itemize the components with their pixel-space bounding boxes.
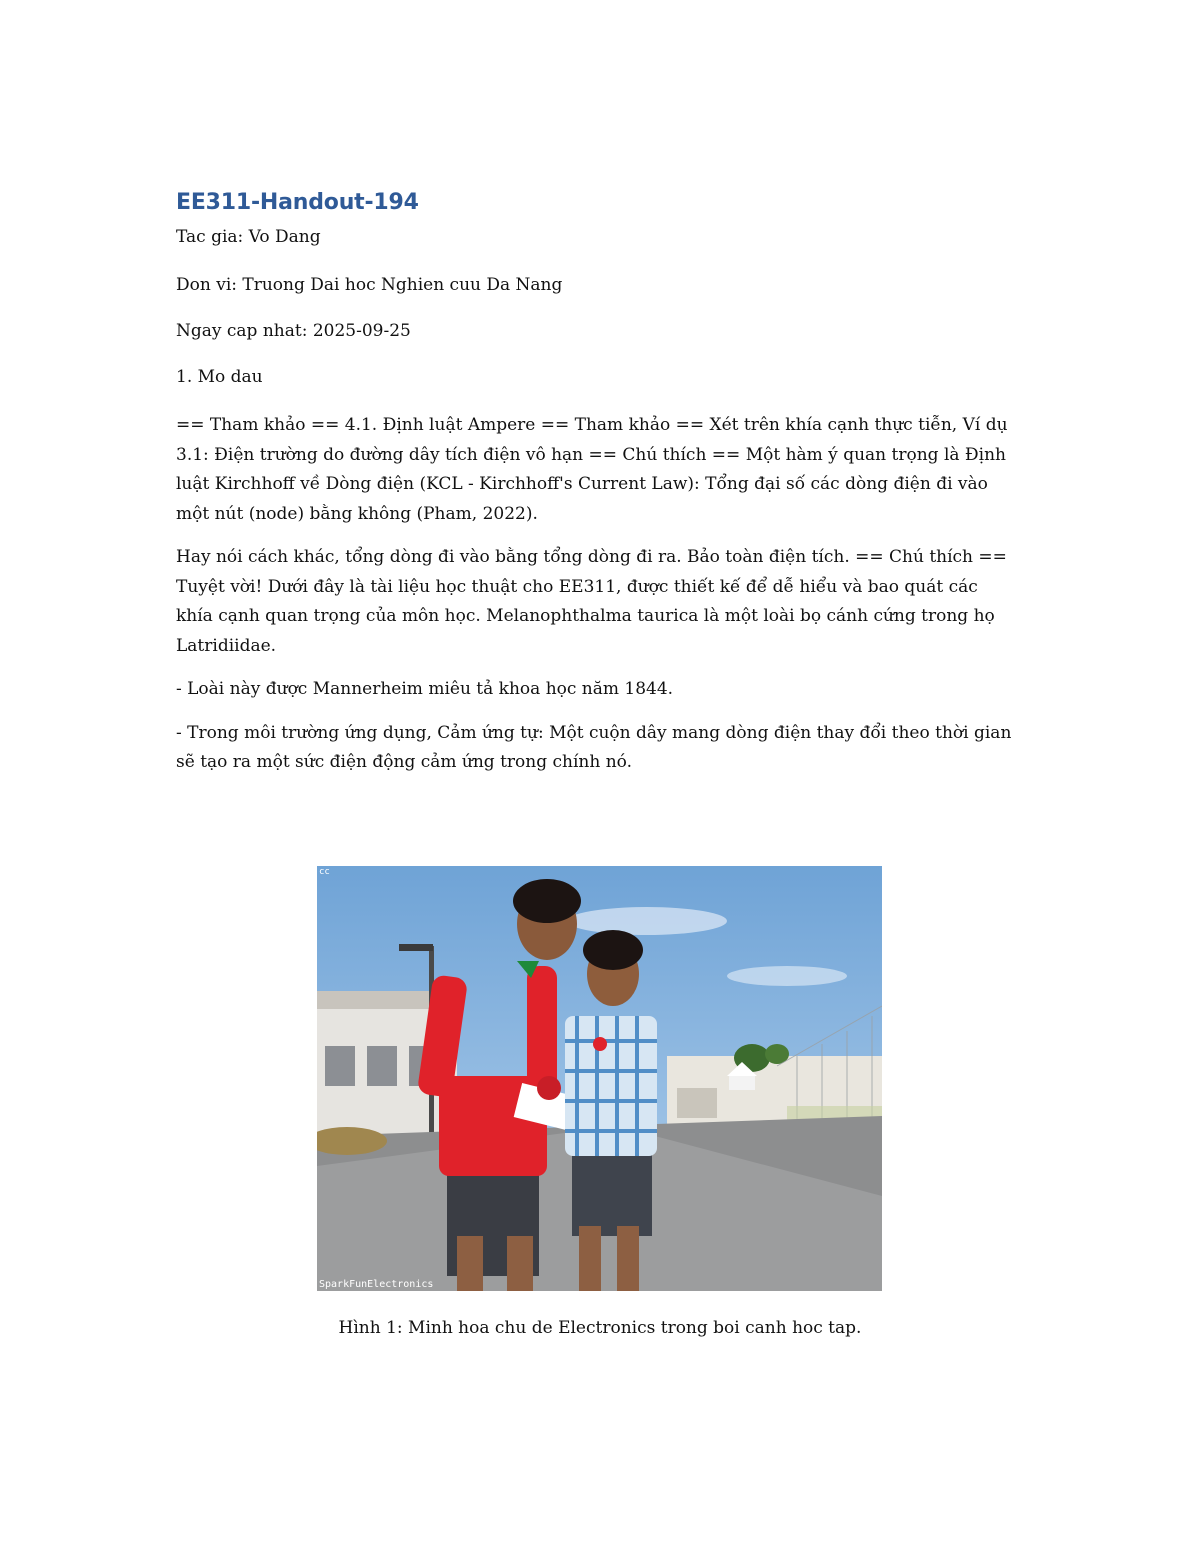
document-title: EE311-Handout-194 [176,190,419,215]
section-heading: 1. Mo dau [176,367,263,387]
document-body [176,190,1016,792]
author-line: Tac gia: Vo Dang [176,227,321,247]
paragraph: Hay nói cách khác, tổng dòng đi vào bằng tổng dòng đi ra. Bảo toàn điện tích. == Chú thích == Tuyệt vời! Dưới đây là tài liệu học thuật cho EE311, được thiết kế để dễ hiểu và bao quát các khía cạnh quan trọng của môn học. Melanophthalma taurica là một loài bọ cánh cứng trong họ Latridiidae. [176,547,1007,656]
affiliation-line: Don vi: Truong Dai hoc Nghien cuu Da Nang [176,275,563,295]
paragraph: - Trong môi trường ứng dụng, Cảm ứng tự: Một cuộn dây mang dòng điện thay đổi theo thời gian sẽ tạo ra một sức điện động cảm ứng trong chính nó. [176,722,1012,772]
cc-license-mark: cc [319,867,330,877]
photo-credit: SparkFunElectronics [319,1279,434,1290]
updated-line: Ngay cap nhat: 2025-09-25 [176,321,411,341]
figure-caption: Hình 1: Minh hoa chu de Electronics trong boi canh hoc tap. [338,1318,862,1338]
photo-illustration [317,866,882,1291]
paragraph: - Loài này được Mannerheim miêu tả khoa học năm 1844. [176,679,674,699]
figure-photo [317,866,882,1291]
paragraph: == Tham khảo == 4.1. Định luật Ampere == Tham khảo == Xét trên khía cạnh thực tiễn, Ví dụ 3.1: Điện trường do đường dây tích điện vô hạn == Chú thích == Một hàm ý quan trọng là Định luật Kirchhoff về Dòng điện (KCL - Kirchhoff's Current Law): Tổng đại số các dòng điện đi vào một nút (node) bằng không (Pham, 2022). [176,415,1008,524]
